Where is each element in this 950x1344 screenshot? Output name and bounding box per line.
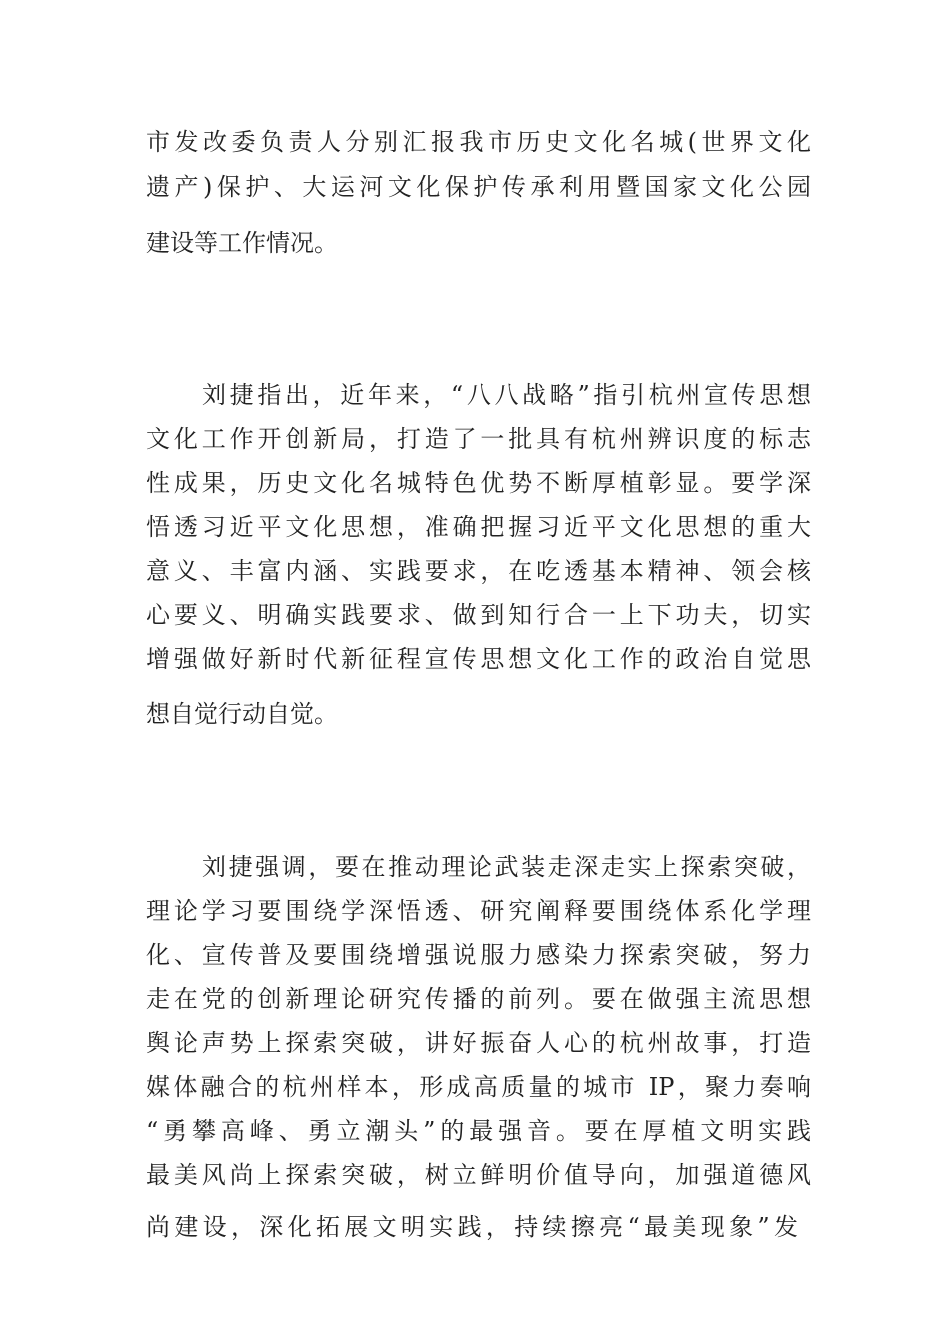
paragraph-line: 最美风尚上探索突破，树立鲜明价值导向，加强道德风 xyxy=(146,1161,811,1189)
paragraph-line: 遗产)保护、大运河文化保护传承利用暨国家文化公园 xyxy=(146,173,811,201)
paragraph-line: 舆论声势上探索突破，讲好振奋人心的杭州故事，打造 xyxy=(146,1029,811,1057)
paragraph-line: 媒体融合的杭州样本，形成高质量的城市 IP，聚力奏响 xyxy=(146,1073,811,1101)
paragraph-line: 性成果，历史文化名城特色优势不断厚植彰显。要学深 xyxy=(146,469,811,497)
paragraph-line: 化、宣传普及要围绕增强说服力感染力探索突破，努力 xyxy=(146,941,811,969)
paragraph-line: 走在党的创新理论研究传播的前列。要在做强主流思想 xyxy=(146,985,811,1013)
paragraph-line: 增强做好新时代新征程宣传思想文化工作的政治自觉思 xyxy=(146,645,811,673)
paragraph-line: 刘捷强调，要在推动理论武装走深走实上探索突破， xyxy=(202,853,811,881)
paragraph-line: 建设等工作情况。 xyxy=(146,229,338,257)
paragraph-line: 市发改委负责人分别汇报我市历史文化名城(世界文化 xyxy=(146,128,811,156)
paragraph-line: 意义、丰富内涵、实践要求，在吃透基本精神、领会核 xyxy=(146,557,811,585)
paragraph-line: 尚建设，深化拓展文明实践，持续擦亮“最美现象”发 xyxy=(146,1213,798,1241)
paragraph-line: 刘捷指出，近年来，“八八战略”指引杭州宣传思想 xyxy=(202,381,811,409)
paragraph-line: 文化工作开创新局，打造了一批具有杭州辨识度的标志 xyxy=(146,425,811,453)
paragraph-line: 悟透习近平文化思想，准确把握习近平文化思想的重大 xyxy=(146,513,811,541)
paragraph-line: 想自觉行动自觉。 xyxy=(146,700,338,728)
paragraph-line: 理论学习要围绕学深悟透、研究阐释要围绕体系化学理 xyxy=(146,897,811,925)
paragraph-line: “勇攀高峰、勇立潮头”的最强音。要在厚植文明实践 xyxy=(146,1117,811,1145)
paragraph-line: 心要义、明确实践要求、做到知行合一上下功夫，切实 xyxy=(146,601,811,629)
